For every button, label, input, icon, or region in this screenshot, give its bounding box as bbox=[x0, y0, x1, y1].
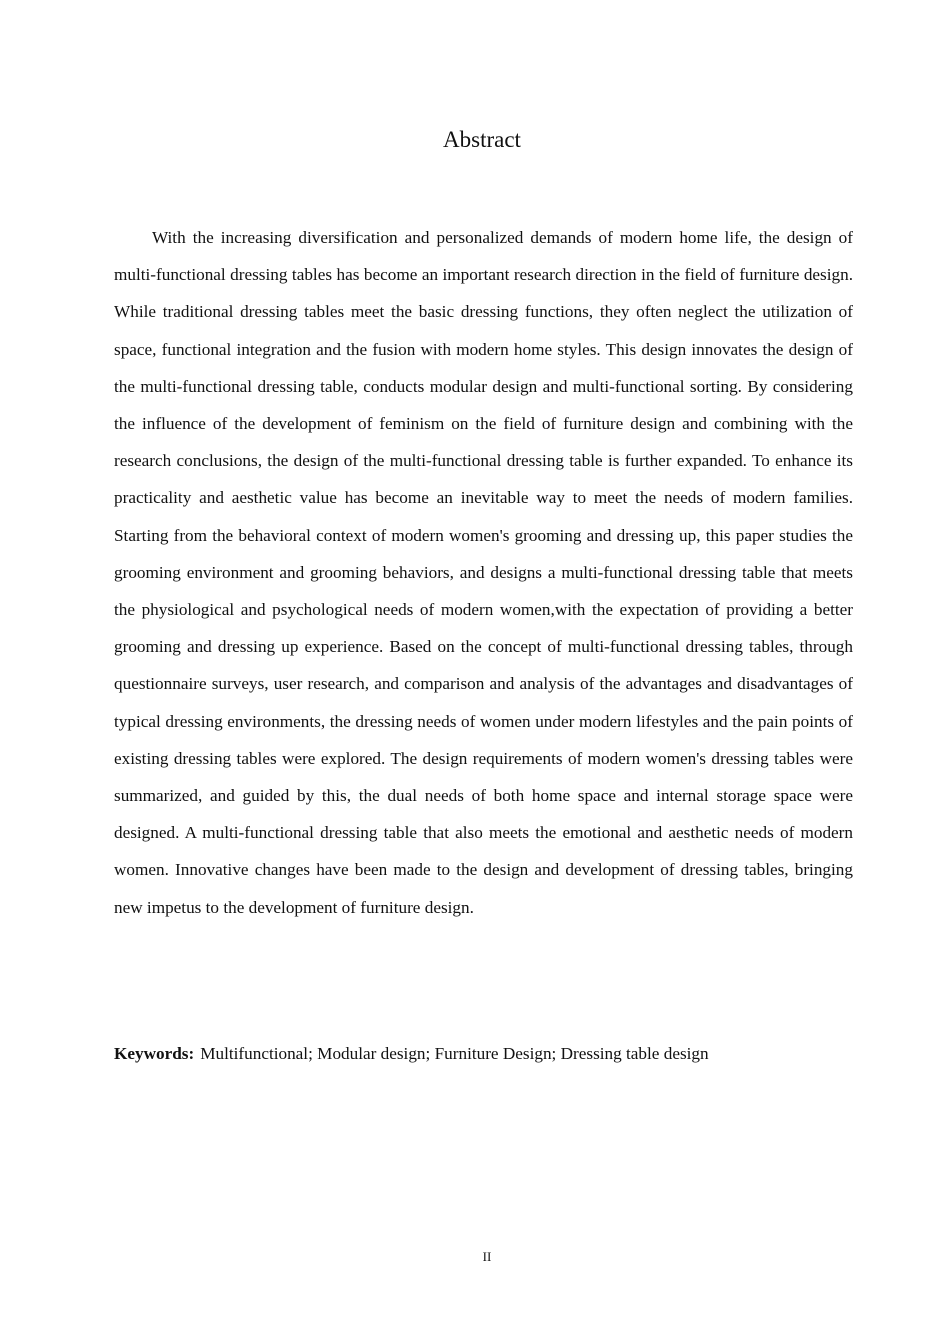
keywords-line bbox=[114, 1038, 874, 1070]
keywords-text: Multifunctional; Modular design; Furniture Design; Dressing table design bbox=[200, 1044, 709, 1063]
keywords-label: Keywords: bbox=[114, 1044, 195, 1063]
page-title: Abstract bbox=[443, 127, 521, 152]
abstract-paragraph: With the increasing diversification and personalized demands of modern home life, the design of multi-functional dressing tables has become an important research direction in the field of furniture design. While traditional dressing tables meet the basic dressing functions, they often neglect the utilization of space, functional integration and the fusion with modern home styles. This design innovates the design of the multi-functional dressing table, conducts modular design and multi-functional sorting. By considering the influence of the development of feminism on the field of furniture design and combining with the research conclusions, the design of the multi-functional dressing table is further expanded. To enhance its practicality and aesthetic value has become an inevitable way to meet the needs of modern families. Starting from the behavioral context of modern women's grooming and dressing up, this paper studies the grooming environment and grooming behaviors, and designs a multi-functional dressing table that meets the physiological and psychological needs of modern women,with the expectation of providing a better grooming and dressing up experience. Based on the concept of multi-functional dressing tables, through questionnaire surveys, user research, and comparison and analysis of the advantages and disadvantages of typical dressing environments, the dressing needs of women under modern lifestyles and the pain points of existing dressing tables were explored. The design requirements of modern women's dressing tables were summarized, and guided by this, the dual needs of both home space and internal storage space were designed. A multi-functional dressing table that also meets the emotional and aesthetic needs of modern women. Innovative changes have been made to the design and development of dressing tables, bringing new impetus to the development of furniture design. bbox=[114, 228, 853, 917]
page-number: II bbox=[482, 1249, 492, 1264]
